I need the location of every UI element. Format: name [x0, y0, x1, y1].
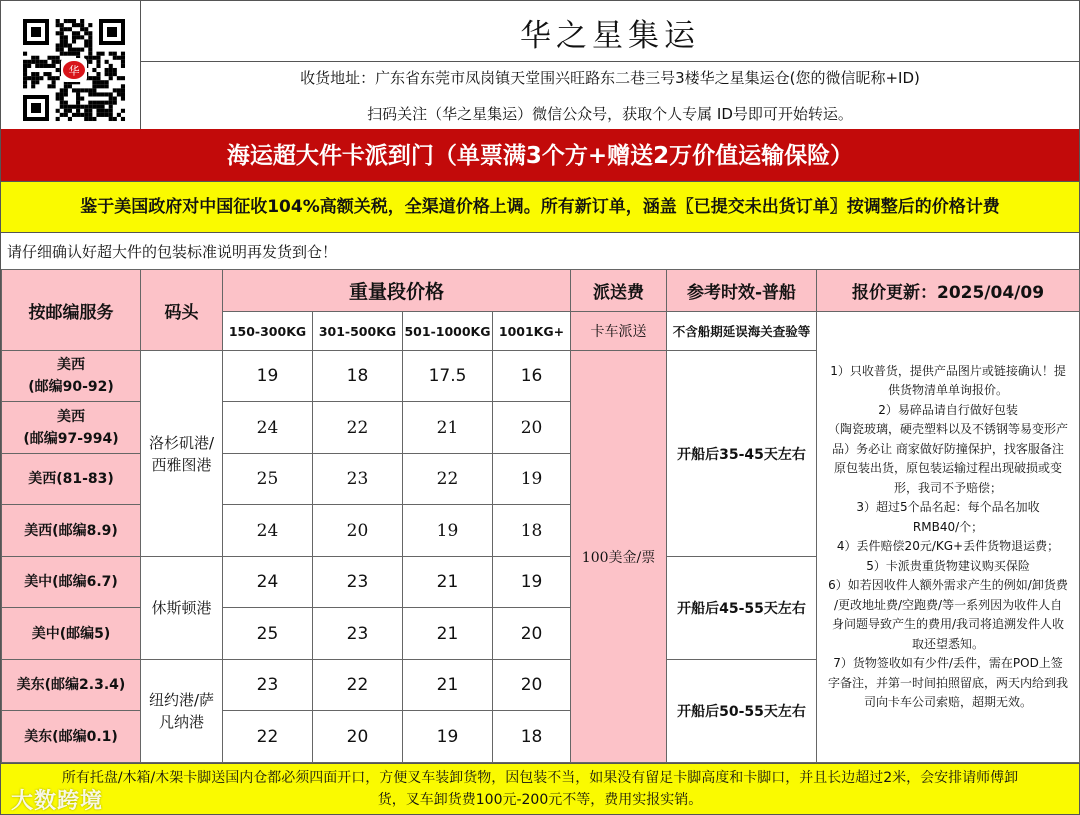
- note-line: 取还望悉知。: [912, 636, 985, 651]
- price-cell: 19: [403, 711, 493, 763]
- price-cell: 18: [493, 711, 571, 763]
- price-cell: 20: [493, 402, 571, 454]
- col-transit-header: 参考时效-普船: [667, 270, 817, 312]
- service-cell: 美中(邮编5): [2, 608, 141, 660]
- delivery-fee-cell: 100美金/票: [571, 351, 667, 763]
- service-cell: 美东(邮编0.1): [2, 711, 141, 763]
- pallet-notice-footer: [1, 763, 1079, 814]
- price-cell: 20: [313, 711, 403, 763]
- terms-notes: [817, 312, 1080, 763]
- price-cell: 25: [223, 608, 313, 660]
- note-line: 字备注，并第一时间拍照留底，两天内给到我: [828, 675, 1069, 690]
- note-line: 4）丢件赔偿20元/KG+丢件货物退运费；: [836, 539, 1060, 553]
- price-cell: 22: [403, 454, 493, 505]
- price-cell: 22: [313, 402, 403, 454]
- note-line: /更改地址费/空跑费/等一系列因为收件人自: [833, 597, 1063, 612]
- port-cell: 纽约港/萨 凡纳港: [141, 660, 223, 763]
- watermark: 大数跨境: [11, 789, 104, 814]
- price-cell: 23: [313, 608, 403, 660]
- svg-text:华: 华: [68, 64, 80, 78]
- service-cell: 美中(邮编6.7): [2, 557, 141, 608]
- price-cell: 24: [223, 557, 313, 608]
- rate-table: [1, 269, 1080, 763]
- price-cell: 19: [493, 557, 571, 608]
- price-cell: 19: [223, 351, 313, 402]
- price-cell: 21: [403, 557, 493, 608]
- weight-range: 150-300KG: [223, 312, 313, 351]
- service-cell: 美西 (邮编97-994): [2, 402, 141, 454]
- note-line: （陶瓷玻璃，硬壳塑料以及不锈钢等易变形产: [828, 422, 1069, 436]
- note-line: 形，我司不予赔偿；: [894, 480, 1003, 495]
- quote-update-header: 报价更新：2025/04/09: [817, 270, 1080, 312]
- price-cell: 18: [313, 351, 403, 402]
- weight-range: 501-1000KG: [403, 312, 493, 351]
- note-line: 供货物清单单询报价。: [888, 383, 1009, 397]
- price-cell: 24: [223, 402, 313, 454]
- service-cell: 美东(邮编2.3.4): [2, 660, 141, 711]
- price-cell: 21: [403, 402, 493, 454]
- tariff-notice: 鉴于美国政府对中国征收104%高额关税，全渠道价格上调。所有新订单，涵盖〖已提交未出货订单〗按调整后的价格计费: [1, 182, 1079, 233]
- price-cell: 17.5: [403, 351, 493, 402]
- price-cell: 21: [403, 608, 493, 660]
- note-line: RMB40/个；: [912, 519, 984, 534]
- header: [1, 1, 1079, 130]
- service-cell: 美西(邮编8.9): [2, 505, 141, 557]
- note-line: 5）卡派贵重货物建议购买保险: [866, 558, 1030, 573]
- transit-cell: 开船后45-55天左右: [667, 557, 817, 660]
- note-line: 品）务必让 商家做好防撞保护，找客服备注: [832, 441, 1064, 456]
- scan-note: 扫码关注（华之星集运）微信公众号，获取个人专属 ID号即可开始转运。: [367, 105, 853, 123]
- price-cell: 25: [223, 454, 313, 505]
- qr-code[interactable]: [21, 17, 127, 123]
- price-cell: 19: [403, 505, 493, 557]
- price-cell: 20: [493, 660, 571, 711]
- col-fee-header: 派送费: [571, 270, 667, 312]
- price-cell: 19: [493, 454, 571, 505]
- price-cell: 20: [313, 505, 403, 557]
- weight-range: 301-500KG: [313, 312, 403, 351]
- note-line: 2）易碎品请自行做好包装: [878, 402, 1018, 417]
- price-cell: 18: [493, 505, 571, 557]
- price-cell: 24: [223, 505, 313, 557]
- service-cell: 美西(81-83): [2, 454, 141, 505]
- note-line: 6）如若因收件人额外需求产生的例如/卸货费: [828, 578, 1068, 592]
- transit-cell: 开船后50-55天左右: [667, 660, 817, 763]
- weight-range: 1001KG+: [493, 312, 571, 351]
- note-line: 司向卡车公司索赔，超期无效。: [864, 695, 1033, 709]
- receiving-address: 收货地址：广东省东莞市凤岗镇天堂围兴旺路东二巷三号3楼华之星集运仓(您的微信昵称+ID): [300, 69, 920, 87]
- price-cell: 23: [313, 454, 403, 505]
- price-cell: 21: [403, 660, 493, 711]
- col-port-header: 码头: [141, 270, 223, 351]
- price-cell: 20: [493, 608, 571, 660]
- promo-banner: 海运超大件卡派到门（单票满3个方+赠送2万价值运输保险）: [1, 129, 1079, 182]
- price-cell: 16: [493, 351, 571, 402]
- service-cell: 美西 (邮编90-92): [2, 351, 141, 402]
- col-weight-header: 重量段价格: [223, 270, 571, 312]
- port-cell: 洛杉矶港/ 西雅图港: [141, 351, 223, 557]
- note-line: 7）货物签收如有少件/丢件，需在POD上签: [833, 656, 1063, 670]
- transit-cell: 开船后35-45天左右: [667, 351, 817, 557]
- packaging-confirm-note: 请仔细确认好超大件的包装标准说明再发货到仓！: [7, 243, 338, 261]
- footer-line: 所有托盘/木箱/木架卡脚送国内仓都必须四面开口，方便叉车装卸货物，因包装不当，如果没有留足卡脚高度和卡脚口，并且长边超过2米，会安排请师傅卸: [61, 770, 1019, 786]
- fee-subheader: 卡车派送: [571, 312, 667, 351]
- footer-line: 货，叉车卸货费100元-200元不等，费用实报实销。: [377, 792, 703, 808]
- price-cell: 23: [223, 660, 313, 711]
- note-line: 1）只收普货，提供产品图片或链接确认！提: [830, 363, 1066, 378]
- col-service-header: 按邮编服务: [2, 270, 141, 351]
- port-cell: 休斯顿港: [141, 557, 223, 660]
- brand-title: 华之星集运: [141, 1, 1079, 62]
- price-cell: 22: [313, 660, 403, 711]
- price-cell: 23: [313, 557, 403, 608]
- note-line: 身问题导致产生的费用/我司将追溯发件人收: [831, 617, 1065, 631]
- price-cell: 22: [223, 711, 313, 763]
- note-line: 3）超过5个品名起：每个品名加收: [856, 500, 1040, 514]
- transit-subheader: 不含船期延误海关查验等: [667, 312, 817, 351]
- note-line: 原包装出货，原包装运输过程出现破损或变: [834, 461, 1063, 475]
